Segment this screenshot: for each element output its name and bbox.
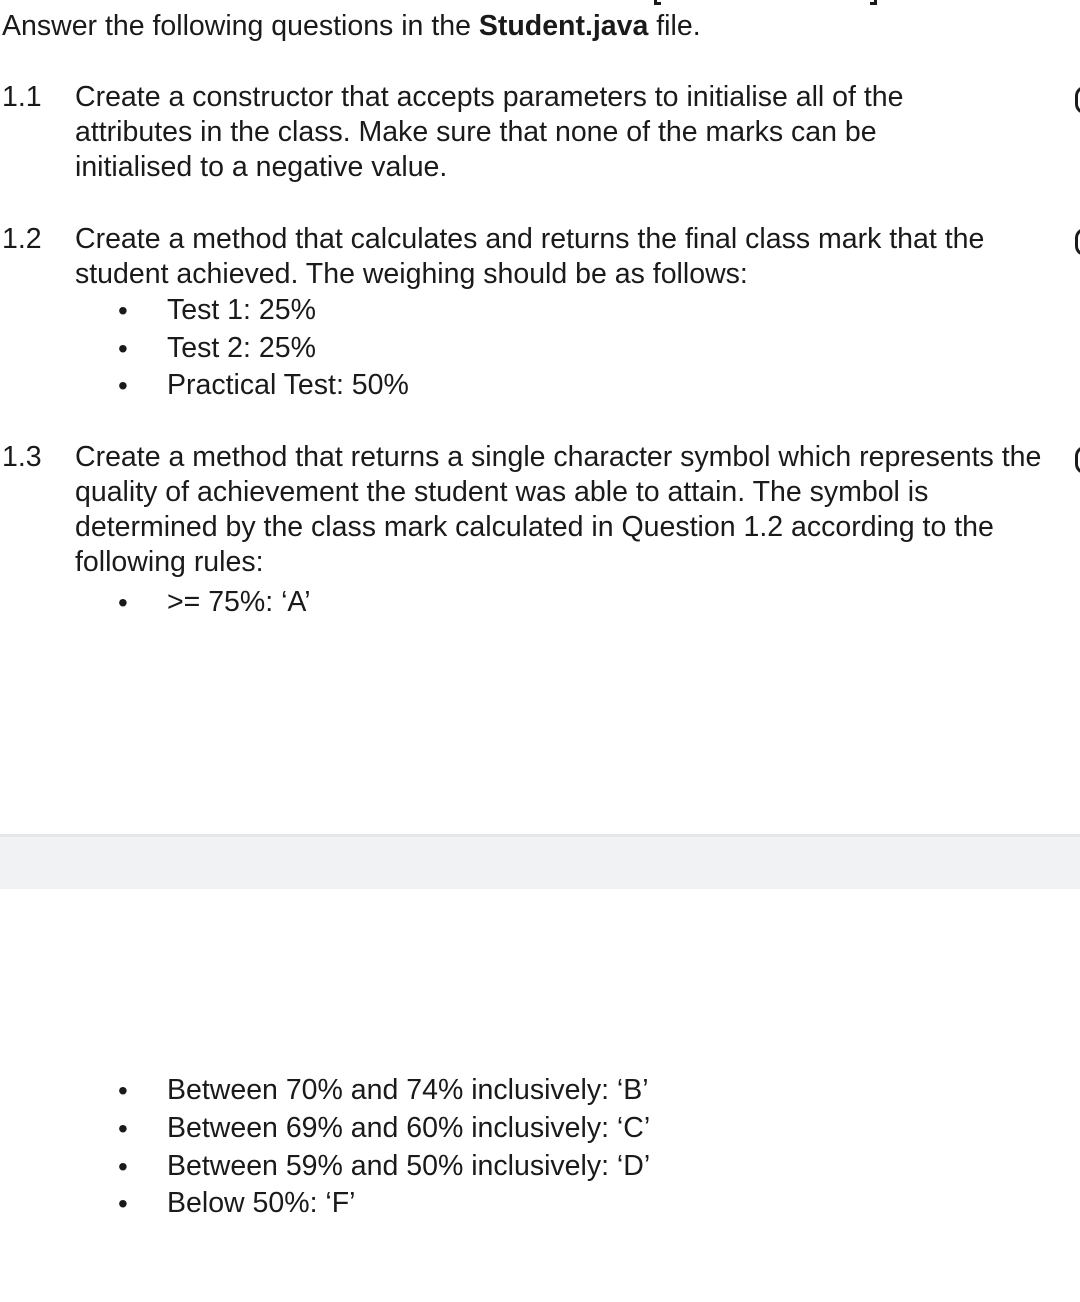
filename: Student.java bbox=[478, 10, 649, 42]
cropped-bracket-left bbox=[654, 0, 661, 5]
instructions-line bbox=[2, 8, 701, 44]
intro-text-after: file. bbox=[648, 10, 701, 42]
page-break-separator bbox=[0, 834, 1080, 889]
symbol-rules-list bbox=[110, 584, 311, 622]
question-number-1-2: 1.2 bbox=[2, 223, 42, 255]
cropped-mark-bracket-1 bbox=[1075, 86, 1080, 114]
cropped-mark-bracket-2 bbox=[1075, 228, 1080, 256]
weighting-list bbox=[110, 292, 409, 405]
list-item: • Below 50%: ‘F’ bbox=[110, 1185, 650, 1223]
cropped-bracket-right bbox=[870, 0, 877, 5]
question-number-1-3: 1.3 bbox=[2, 441, 42, 473]
question-number-1-1: 1.1 bbox=[2, 81, 42, 113]
symbol-rules-list-continued bbox=[110, 1072, 650, 1223]
list-item: • Between 59% and 50% inclusively: ‘D’ bbox=[110, 1148, 650, 1186]
question-text-1-3: Create a method that returns a single character symbol which represents the quality of achievement the student was able to attain. The symbol is determined by the class mark calculated in Question 1.2 according to the following rules: bbox=[75, 441, 1042, 578]
list-item: • Between 70% and 74% inclusively: ‘B’ bbox=[110, 1072, 650, 1110]
list-item: • Test 1: 25% bbox=[110, 292, 409, 330]
list-item: • Practical Test: 50% bbox=[110, 367, 409, 405]
intro-text-before: Answer the following questions in the bbox=[2, 10, 479, 42]
question-text-1-2: Create a method that calculates and returns the final class mark that the student achieved. The weighing should be as follows: bbox=[75, 223, 985, 290]
list-item: • Between 69% and 60% inclusively: ‘C’ bbox=[110, 1110, 650, 1148]
list-item: • >= 75%: ‘A’ bbox=[110, 584, 311, 622]
list-item: • Test 2: 25% bbox=[110, 330, 409, 368]
cropped-mark-bracket-3 bbox=[1075, 446, 1080, 474]
question-text-1-1: Create a constructor that accepts parameters to initialise all of the attributes in the class. Make sure that none of the marks can be initialised to a negative value. bbox=[75, 81, 904, 183]
